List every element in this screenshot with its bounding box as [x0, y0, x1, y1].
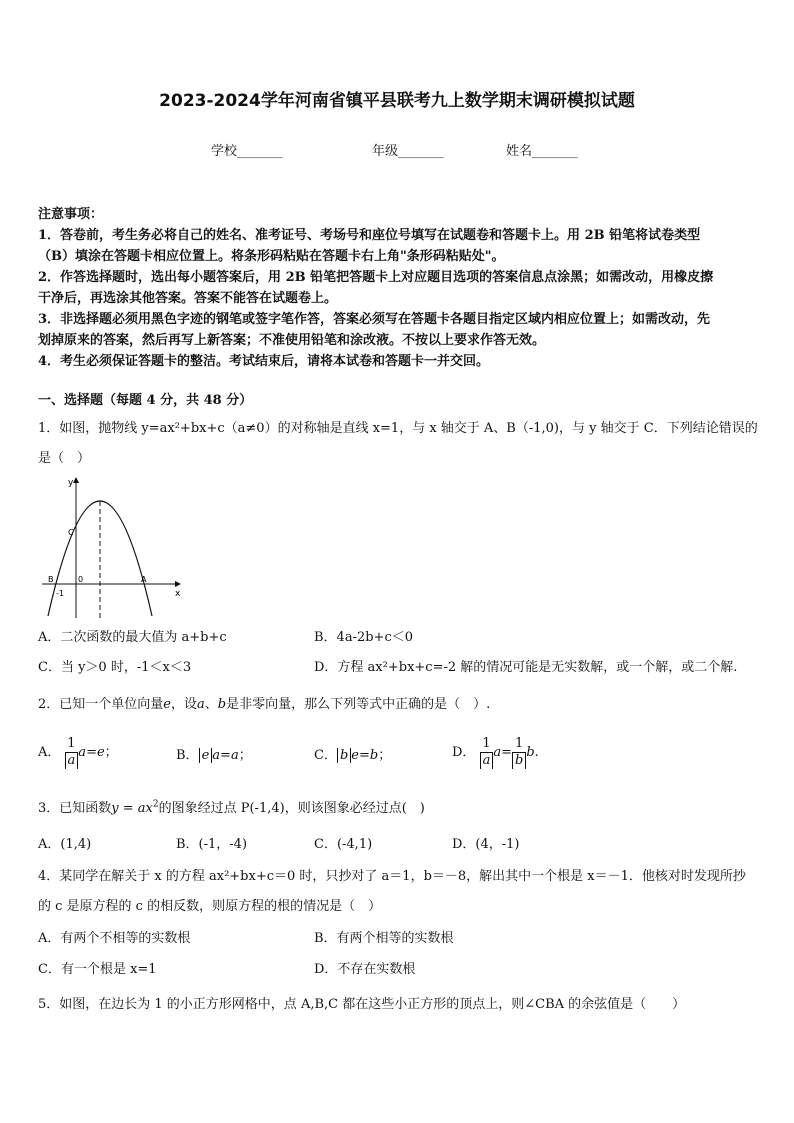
- question-4-text: 4．某同学在解关于 x 的方程 ax²+bx+c＝0 时，只抄对了 a＝1，b＝－8，解出其中一个根是 x＝－1．他核对时发现所抄: [38, 869, 746, 884]
- equals: =: [358, 748, 370, 763]
- school-field[interactable]: 学校_______: [211, 144, 283, 159]
- section-heading: 一、选择题（每题 4 分，共 48 分）: [38, 393, 253, 408]
- point-a-label: A: [141, 575, 147, 584]
- option-a[interactable]: A．二次函数的最大值为 a+b+c: [38, 630, 227, 645]
- vector-a: a: [230, 748, 239, 763]
- q3-text-part: 3．已知函数: [38, 801, 112, 816]
- equals: =: [86, 745, 97, 760]
- question-1-text: 是（ ）: [38, 451, 91, 466]
- question-2-text: [38, 693, 490, 712]
- option-label: D．: [452, 745, 476, 760]
- notice-line: （B）填涂在答题卡相应位置上。将条形码粘贴在答题卡右上角"条形码粘贴处"。: [38, 249, 505, 264]
- notice-line: 划掉原来的答案，然后再写上新答案；不准使用铅笔和涂改液。不按以上要求作答无效。: [38, 333, 546, 348]
- option-b[interactable]: [176, 744, 252, 763]
- fraction: [512, 736, 526, 769]
- notice-line: 2．作答选择题时，选出每小题答案后，用 2B 铅笔把答题卡上对应题目选项的答案信息点涂黑；如需改动，用橡皮擦: [38, 270, 714, 285]
- neg-one-label: -1: [56, 589, 64, 598]
- vector-b: b: [217, 697, 227, 712]
- numerator: 1: [480, 736, 494, 753]
- denominator: a: [480, 753, 494, 769]
- semicolon: ；: [104, 745, 118, 760]
- option-label: A．: [38, 745, 61, 760]
- semicolon: ；: [378, 748, 392, 763]
- q2-text-part: ，设: [170, 697, 197, 712]
- period: .: [534, 745, 539, 760]
- option-label: B．: [176, 748, 199, 763]
- q2-text-part: 、: [204, 697, 218, 712]
- question-4-text: 的 c 是原方程的 c 的相反数，则原方程的根的情况是（ ）: [38, 899, 382, 914]
- norm-e: e: [199, 748, 213, 763]
- option-d[interactable]: D．不存在实数根: [314, 962, 416, 977]
- vector-b: b: [526, 745, 535, 760]
- denominator: a: [65, 753, 79, 769]
- point-c-label: C: [68, 528, 74, 537]
- question-3-text: [38, 797, 425, 816]
- option-d[interactable]: D．方程 ax²+bx+c=-2 解的情况可能是无实数解，或一个解，或二个解.: [314, 660, 738, 675]
- option-c[interactable]: C．有一个根是 x=1: [38, 962, 157, 977]
- exponent: 2: [152, 799, 159, 810]
- vector-b: b: [369, 748, 379, 763]
- option-a[interactable]: [38, 736, 118, 769]
- x-label: x: [175, 589, 181, 599]
- norm-b: b: [337, 748, 351, 763]
- option-c[interactable]: [314, 744, 391, 763]
- notice-line: 4．考生必须保证答题卡的整洁。考试结束后，请将本试卷和答题卡一并交回。: [38, 354, 490, 369]
- origin-label: 0: [78, 575, 84, 584]
- q3-text-part: 的图象经过点 P(-1,4)，则该图象必经过点( ): [158, 801, 425, 816]
- option-label: C．: [314, 748, 337, 763]
- option-c[interactable]: C．当 y＞0 时，-1＜x＜3: [38, 660, 192, 675]
- option-b[interactable]: B．4a-2b+c＜0: [314, 630, 414, 645]
- q2-text-part: 2．已知一个单位向量: [38, 697, 164, 712]
- option-a[interactable]: A．有两个不相等的实数根: [38, 931, 191, 946]
- vector-a: a: [197, 697, 205, 712]
- fraction: [65, 736, 79, 769]
- fraction: [480, 736, 494, 769]
- option-d[interactable]: [452, 736, 539, 769]
- vector-a: a: [212, 748, 221, 763]
- question-5-text: 5．如图，在边长为 1 的小正方形网格中，点 A,B,C 都在这些小正方形的顶点上，则∠CBA 的余弦值是（ ）: [38, 997, 686, 1012]
- formula: y = ax: [111, 801, 153, 816]
- option-d[interactable]: D．(4，-1): [452, 837, 520, 852]
- grade-field[interactable]: 年级_______: [372, 144, 444, 159]
- question-1-text: 1．如图，抛物线 y=ax²+bx+c（a≠0）的对称轴是直线 x=1，与 x 轴交于 A、B（-1,0)，与 y 轴交于 C．下列结论错误的: [38, 421, 758, 436]
- equals: =: [220, 748, 231, 763]
- numerator: 1: [65, 736, 79, 753]
- vector-e: e: [163, 697, 171, 712]
- option-c[interactable]: C．(-4,1): [314, 837, 373, 852]
- vector-a: a: [493, 745, 502, 760]
- q2-text-part: 是非零向量，那么下列等式中正确的是（ ）.: [226, 697, 491, 712]
- parabola-graph: [38, 472, 188, 622]
- notice-line: 干净后，再选涂其他答案。答案不能答在试题卷上。: [38, 291, 338, 306]
- vector-e: e: [96, 745, 105, 760]
- notice-line: 3．非选择题必须用黑色字迹的钢笔或签字笔作答，答案必须写在答题卡各题目指定区域内相应位置上；如需改动，先: [38, 312, 711, 327]
- name-field[interactable]: 姓名_______: [506, 144, 578, 159]
- equals: =: [501, 745, 513, 760]
- point-b-label: B: [48, 575, 54, 584]
- notice-line: 1．答卷前，考生务必将自己的姓名、准考证号、考场号和座位号填写在试题卷和答题卡上。用 2B 铅笔将试卷类型: [38, 228, 701, 243]
- y-label: y: [68, 478, 74, 488]
- denominator: b: [512, 753, 526, 769]
- option-b[interactable]: B．有两个相等的实数根: [314, 931, 454, 946]
- page-title: 2023-2024学年河南省镇平县联考九上数学期末调研模拟试题: [159, 91, 635, 111]
- option-b[interactable]: B．(-1，-4): [176, 837, 248, 852]
- notice-heading: 注意事项：: [38, 207, 104, 222]
- vector-a: a: [78, 745, 87, 760]
- vector-e: e: [351, 748, 359, 763]
- semicolon: ；: [238, 748, 252, 763]
- numerator: 1: [512, 736, 526, 753]
- option-a[interactable]: A．(1,4): [38, 837, 92, 852]
